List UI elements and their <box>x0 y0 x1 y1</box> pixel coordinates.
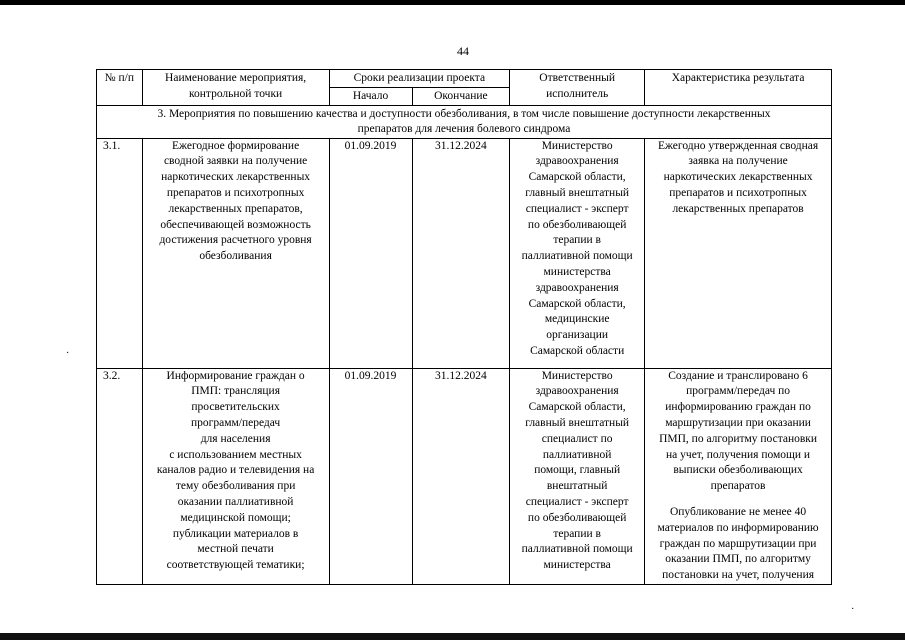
row-responsible-line: специалист - эксперт <box>525 202 629 215</box>
row-name-line: программ/передач <box>190 416 281 429</box>
row-responsible-line: Самарской области, <box>528 297 626 310</box>
row-name-line: наркотических лекарственных <box>161 171 311 184</box>
row-responsible-line: внештатный <box>546 480 608 493</box>
row-responsible <box>510 138 645 368</box>
row-result-line: граждан по маршрутизации при <box>659 537 817 550</box>
scan-bottom-border <box>0 633 905 640</box>
header-row-1 <box>97 70 832 88</box>
row-result-line: оказании ПМП, по алгоритму <box>665 553 811 566</box>
row-responsible-line: терапии в <box>553 527 601 540</box>
row-result-line: Создание и транслировано 6 <box>668 369 808 382</box>
row-name-line: Ежегодное формирование <box>172 139 300 152</box>
scan-speck: · <box>851 604 855 615</box>
row-name-line: соответствующей тематики; <box>166 559 305 572</box>
row-name-line: ПМП: трансляция <box>191 385 280 398</box>
row-responsible-line: министерства <box>543 265 611 278</box>
row-name-line: обезболивания <box>199 250 272 263</box>
header-responsible <box>510 70 645 106</box>
row-responsible-line: паллиативной помощи <box>521 250 633 263</box>
row-responsible-line: медицинские <box>544 313 610 326</box>
header-result: Характеристика результата <box>645 70 832 106</box>
row-name-line: препаратов и психотропных <box>166 186 305 199</box>
header-name-line: контрольной точки <box>189 87 283 100</box>
row-name-line: медицинской помощи; <box>180 511 291 524</box>
row-responsible-line: паллиативной <box>542 448 612 461</box>
row-start-date: 01.09.2019 <box>329 138 412 368</box>
row-result-line: наркотических лекарственных <box>663 171 813 184</box>
row-result-line: лекарственных препаратов <box>672 202 804 215</box>
row-name-line: местной печати <box>197 543 274 556</box>
row-responsible-line: Министерство <box>541 369 613 382</box>
row-end-date: 31.12.2024 <box>412 368 510 584</box>
section-title-line: препаратов для лечения болевого синдрома <box>357 122 571 135</box>
row-responsible-line: специалист по <box>541 432 613 445</box>
row-result <box>645 368 832 584</box>
row-responsible-line: терапии в <box>553 234 601 247</box>
row-name-line: лекарственных препаратов, <box>168 202 303 215</box>
row-responsible-line: министерства <box>543 559 611 572</box>
row-result-line: на учет, получения помощи и <box>666 448 811 461</box>
row-responsible-line: здравоохранения <box>535 385 619 398</box>
table-row <box>97 368 832 584</box>
row-name <box>142 368 329 584</box>
row-responsible <box>510 368 645 584</box>
row-number: 3.2. <box>97 368 143 584</box>
header-num: № п/п <box>97 70 143 106</box>
row-result-line: Ежегодно утвержденная сводная <box>657 139 819 152</box>
row-responsible-line: организации <box>546 329 609 342</box>
row-number: 3.1. <box>97 138 143 368</box>
header-name-line: Наименование мероприятия, <box>165 72 307 84</box>
row-responsible-line: Министерство <box>541 139 613 152</box>
row-result-line: препаратов <box>710 480 766 493</box>
row-responsible-line: помощи, главный <box>534 464 621 477</box>
row-result-line: заявка на получение <box>688 155 788 168</box>
row-name <box>142 138 329 368</box>
row-responsible-line: главный внештатный <box>525 416 630 429</box>
row-responsible-line: здравоохранения <box>535 155 619 168</box>
row-name-line: достижения расчетного уровня <box>159 234 312 247</box>
row-start-date: 01.09.2019 <box>329 368 412 584</box>
row-result-line: материалов по информированию <box>657 521 819 534</box>
row-responsible-line: паллиативной помощи <box>521 543 633 556</box>
row-name-line: для населения <box>200 432 271 445</box>
row-responsible-line: по обезболивающей <box>527 511 627 524</box>
row-name-line: оказании паллиативной <box>177 495 294 508</box>
header-responsible-line: исполнитель <box>546 87 609 100</box>
section-title <box>97 105 832 138</box>
row-result-line: Опубликование не менее 40 <box>669 505 807 518</box>
row-name-line: обеспечивающей возможность <box>160 218 311 231</box>
header-terms: Сроки реализации проекта <box>329 70 510 88</box>
header-end: Окончание <box>412 87 510 105</box>
row-responsible-line: главный внештатный <box>525 186 630 199</box>
row-name-line: просветительских <box>191 401 280 414</box>
row-result-line: выписки обезболивающих <box>673 464 803 477</box>
scan-top-border <box>0 0 905 5</box>
page-number: 44 <box>457 44 469 58</box>
row-name-line: публикации материалов в <box>172 527 299 540</box>
row-result-line: информированию граждан по <box>665 401 811 414</box>
row-result <box>645 138 832 368</box>
row-responsible-line: Самарской области <box>530 344 625 357</box>
row-responsible-line: Самарской области, <box>528 171 626 184</box>
row-responsible-line: по обезболивающей <box>527 218 627 231</box>
row-name-line: тему обезболивания при <box>175 480 296 493</box>
section-row <box>97 105 832 138</box>
row-result-line: программ/передач по <box>686 385 791 398</box>
header-start: Начало <box>329 87 412 105</box>
row-result-line: препаратов и психотропных <box>669 186 807 199</box>
scan-speck: · <box>66 348 70 359</box>
project-table <box>96 69 832 585</box>
header-name <box>142 70 329 106</box>
row-result-line: маршрутизации при оказании <box>665 416 811 429</box>
row-name-line: каналов радио и телевидения на <box>156 464 315 477</box>
paragraph-gap <box>648 495 828 505</box>
row-responsible-line: здравоохранения <box>535 281 619 294</box>
row-end-date: 31.12.2024 <box>412 138 510 368</box>
row-responsible-line: Самарской области, <box>528 401 626 414</box>
row-result-line: постановки на учет, получения <box>662 569 815 582</box>
row-name-line: Информирование граждан о <box>166 369 305 382</box>
table-row <box>97 138 832 368</box>
row-name-line: сводной заявки на получение <box>163 155 308 168</box>
row-name-line: с использованием местных <box>169 448 302 461</box>
row-responsible-line: специалист - эксперт <box>525 495 629 508</box>
header-responsible-line: Ответственный <box>539 72 616 84</box>
section-title-line: 3. Мероприятия по повышению качества и доступности обезболивания, в том числе повышение доступности лекарственных <box>157 107 771 120</box>
row-result-line: ПМП, по алгоритму постановки <box>659 432 818 445</box>
